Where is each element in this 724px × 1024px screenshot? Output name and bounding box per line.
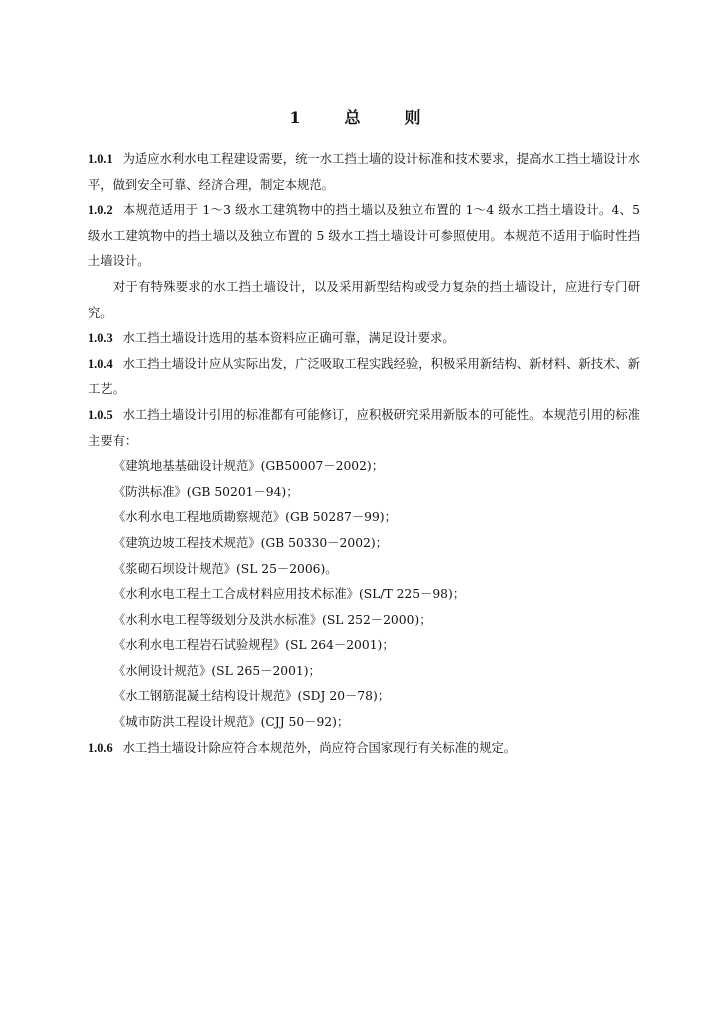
clause-text: 为适应水利水电工程建设需要，统一水工挡土墙的设计标准和技术要求，提高水工挡土墙设计水平，做到安全可靠、经济合理，制定本规范。 [88, 152, 640, 192]
clause-text: 水工挡土墙设计应从实际出发，广泛吸取工程实践经验，积极采用新结构、新材料、新技术、新工艺。 [88, 356, 640, 397]
clause-number: 1.0.1 [88, 152, 113, 166]
reference-item: 《水工钢筋混凝土结构设计规范》(SDJ 20－78)； [113, 689, 391, 704]
reference-item: 《防洪标准》(GB 50201－94)； [113, 484, 299, 499]
reference-item: 《建筑地基基础设计规范》(GB50007－2002)； [113, 459, 385, 474]
reference-item: 《水利水电工程岩石试验规程》(SL 264－2001)； [113, 638, 395, 653]
clause-number: 1.0.4 [88, 356, 113, 371]
clause-1-0-4 [88, 352, 640, 403]
clause-number: 1.0.5 [88, 407, 113, 422]
clause-text: 水工挡土墙设计除应符合本规范外，尚应符合国家现行有关标准的规定。 [122, 740, 517, 755]
clause-1-0-2 [88, 198, 640, 275]
clause-1-0-2-paragraph-2 [88, 275, 640, 326]
clause-1-0-6 [88, 736, 640, 762]
clause-text: 水工挡土墙设计选用的基本资料应正确可靠，满足设计要求。 [122, 331, 455, 346]
clause-1-0-3 [88, 326, 640, 352]
chapter-title: 1 总 则 [289, 108, 435, 127]
clause-text: 本规范适用于 1～3 级水工建筑物中的挡土墙以及独立布置的 1～4 级水工挡土墙设计。4、5 级水工建筑物中的挡土墙以及独立布置的 5 级水工挡土墙设计可参照使用。本规范不适用于临时性挡土墙设计。 [88, 203, 640, 269]
clause-text: 对于有特殊要求的水工挡土墙设计，以及采用新型结构或受力复杂的挡土墙设计，应进行专门研究。 [88, 279, 640, 320]
clause-number: 1.0.6 [88, 740, 113, 755]
clause-text: 水工挡土墙设计引用的标准都有可能修订，应积极研究采用新版本的可能性。本规范引用的标准主要有： [88, 407, 640, 448]
clause-1-0-1 [88, 147, 640, 198]
reference-item: 《水利水电工程等级划分及洪水标准》(SL 252－2000)； [113, 612, 432, 627]
reference-item: 《建筑边坡工程技术规范》(GB 50330－2002)； [113, 535, 388, 550]
clause-number: 1.0.3 [88, 331, 113, 346]
clause-1-0-5 [88, 403, 640, 454]
clause-number: 1.0.2 [88, 203, 113, 218]
reference-item: 《水闸设计规范》(SL 265－2001)； [113, 663, 321, 678]
document-body [88, 147, 640, 761]
reference-item: 《浆砌石坝设计规范》(SL 25－2006)。 [113, 561, 338, 576]
reference-item: 《城市防洪工程设计规范》(CJJ 50－92)； [113, 715, 350, 730]
reference-item: 《水利水电工程土工合成材料应用技术标准》(SL/T 225－98)； [113, 587, 466, 602]
reference-item: 《水利水电工程地质勘察规范》(GB 50287－99)； [113, 510, 397, 525]
